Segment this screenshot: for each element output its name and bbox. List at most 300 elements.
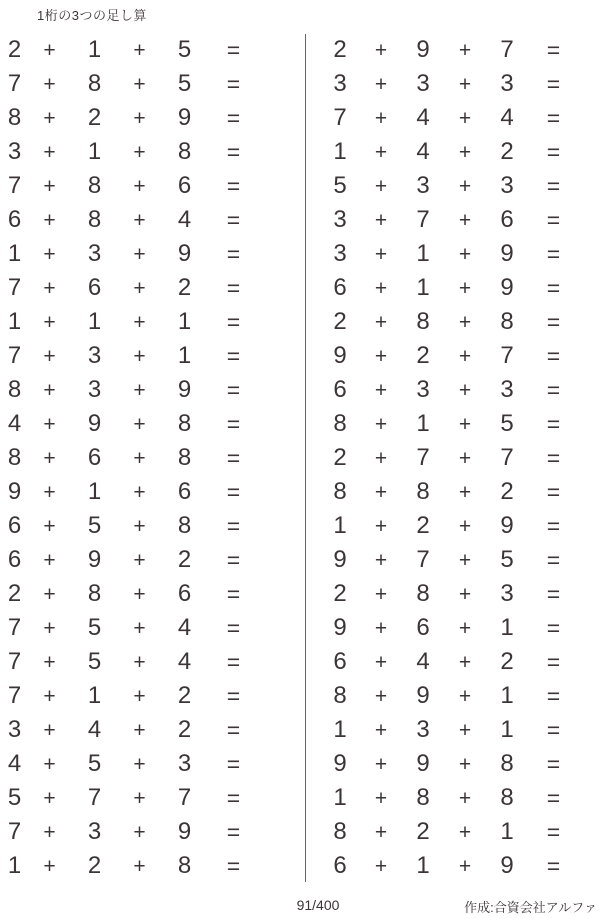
problem-row — [320, 203, 596, 237]
plus-operator: + — [458, 718, 472, 742]
operand-1: 5 — [333, 172, 347, 199]
operand-3: 5 — [500, 546, 514, 573]
problem-row — [320, 645, 596, 679]
plus-operator: + — [374, 106, 388, 130]
equals-sign: = — [546, 206, 560, 233]
plus-operator: + — [43, 310, 56, 334]
operand-3: 8 — [177, 852, 192, 879]
plus-operator: + — [458, 820, 472, 844]
operand-3: 6 — [177, 478, 192, 505]
plus-operator: + — [374, 616, 388, 640]
plus-operator: + — [458, 378, 472, 402]
plus-operator: + — [374, 140, 388, 164]
equals-sign: = — [546, 546, 560, 573]
problem-row — [320, 441, 596, 475]
plus-operator: + — [43, 582, 56, 606]
equals-sign: = — [546, 70, 560, 97]
problem-row — [320, 101, 596, 135]
plus-operator: + — [374, 378, 388, 402]
equals-sign: = — [226, 104, 240, 131]
plus-operator: + — [133, 344, 146, 368]
plus-operator: + — [133, 140, 146, 164]
plus-operator: + — [133, 480, 146, 504]
operand-3: 3 — [500, 376, 514, 403]
operand-2: 9 — [416, 682, 430, 709]
operand-2: 8 — [416, 580, 430, 607]
problem-row — [2, 679, 298, 713]
plus-operator: + — [133, 548, 146, 572]
equals-sign: = — [226, 274, 240, 301]
operand-2: 7 — [416, 546, 430, 573]
operand-3: 9 — [500, 512, 514, 539]
operand-1: 1 — [333, 512, 347, 539]
plus-operator: + — [374, 446, 388, 470]
operand-2: 3 — [416, 172, 430, 199]
plus-operator: + — [458, 446, 472, 470]
problem-row — [320, 815, 596, 849]
operand-3: 6 — [177, 172, 192, 199]
plus-operator: + — [133, 412, 146, 436]
plus-operator: + — [374, 820, 388, 844]
plus-operator: + — [374, 752, 388, 776]
equals-sign: = — [226, 614, 240, 641]
operand-3: 7 — [500, 342, 514, 369]
operand-1: 1 — [7, 308, 22, 335]
equals-sign: = — [546, 784, 560, 811]
equals-sign: = — [546, 614, 560, 641]
problem-row — [320, 713, 596, 747]
operand-1: 8 — [333, 682, 347, 709]
operand-1: 8 — [7, 104, 22, 131]
problem-row — [2, 509, 298, 543]
plus-operator: + — [133, 446, 146, 470]
operand-3: 8 — [500, 784, 514, 811]
plus-operator: + — [374, 684, 388, 708]
plus-operator: + — [374, 480, 388, 504]
operand-3: 9 — [177, 104, 192, 131]
operand-1: 4 — [7, 410, 22, 437]
plus-operator: + — [374, 72, 388, 96]
operand-2: 5 — [87, 750, 102, 777]
problem-row — [2, 33, 298, 67]
problem-row — [2, 747, 298, 781]
plus-operator: + — [133, 72, 146, 96]
operand-2: 3 — [416, 70, 430, 97]
equals-sign: = — [546, 716, 560, 743]
equals-sign: = — [546, 376, 560, 403]
plus-operator: + — [374, 514, 388, 538]
operand-2: 8 — [416, 784, 430, 811]
operand-2: 9 — [87, 546, 102, 573]
plus-operator: + — [43, 616, 56, 640]
operand-3: 2 — [177, 546, 192, 573]
problem-row — [320, 169, 596, 203]
problem-row — [320, 339, 596, 373]
operand-2: 9 — [416, 36, 430, 63]
operand-2: 7 — [416, 444, 430, 471]
problem-row — [320, 679, 596, 713]
plus-operator: + — [133, 38, 146, 62]
operand-1: 7 — [7, 614, 22, 641]
operand-3: 9 — [500, 852, 514, 879]
plus-operator: + — [43, 344, 56, 368]
plus-operator: + — [43, 650, 56, 674]
problem-row — [320, 373, 596, 407]
operand-3: 2 — [177, 274, 192, 301]
plus-operator: + — [458, 684, 472, 708]
plus-operator: + — [458, 72, 472, 96]
plus-operator: + — [458, 786, 472, 810]
plus-operator: + — [133, 514, 146, 538]
operand-1: 2 — [333, 308, 347, 335]
worksheet-title: 1桁の3つの足し算 — [37, 8, 147, 23]
plus-operator: + — [133, 820, 146, 844]
plus-operator: + — [458, 514, 472, 538]
operand-1: 1 — [7, 240, 22, 267]
operand-2: 3 — [87, 342, 102, 369]
plus-operator: + — [133, 616, 146, 640]
problem-row — [320, 237, 596, 271]
plus-operator: + — [43, 208, 56, 232]
equals-sign: = — [546, 580, 560, 607]
plus-operator: + — [43, 242, 56, 266]
problem-row — [2, 577, 298, 611]
equals-sign: = — [226, 240, 240, 267]
problem-row — [2, 713, 298, 747]
problem-row — [320, 611, 596, 645]
operand-2: 4 — [416, 104, 430, 131]
equals-sign: = — [226, 546, 240, 573]
equals-sign: = — [546, 308, 560, 335]
plus-operator: + — [43, 820, 56, 844]
plus-operator: + — [458, 276, 472, 300]
operand-2: 6 — [416, 614, 430, 641]
operand-1: 8 — [7, 376, 22, 403]
plus-operator: + — [374, 786, 388, 810]
equals-sign: = — [546, 818, 560, 845]
operand-1: 7 — [7, 342, 22, 369]
plus-operator: + — [374, 854, 388, 878]
equals-sign: = — [546, 648, 560, 675]
problem-row — [320, 135, 596, 169]
operand-2: 4 — [416, 138, 430, 165]
operand-3: 8 — [500, 308, 514, 335]
operand-2: 4 — [416, 648, 430, 675]
operand-2: 1 — [416, 274, 430, 301]
plus-operator: + — [43, 276, 56, 300]
plus-operator: + — [374, 548, 388, 572]
operand-1: 3 — [333, 240, 347, 267]
operand-3: 9 — [177, 240, 192, 267]
equals-sign: = — [226, 172, 240, 199]
plus-operator: + — [458, 38, 472, 62]
problem-row — [2, 611, 298, 645]
operand-1: 9 — [333, 546, 347, 573]
problem-row — [2, 645, 298, 679]
operand-3: 3 — [500, 580, 514, 607]
operand-2: 9 — [416, 750, 430, 777]
operand-3: 2 — [500, 138, 514, 165]
operand-1: 8 — [333, 478, 347, 505]
equals-sign: = — [546, 36, 560, 63]
plus-operator: + — [374, 174, 388, 198]
equals-sign: = — [546, 342, 560, 369]
operand-2: 9 — [87, 410, 102, 437]
equals-sign: = — [546, 172, 560, 199]
problem-row — [2, 407, 298, 441]
plus-operator: + — [43, 480, 56, 504]
operand-3: 4 — [177, 206, 192, 233]
equals-sign: = — [226, 376, 240, 403]
operand-2: 6 — [87, 444, 102, 471]
plus-operator: + — [458, 140, 472, 164]
operand-3: 9 — [177, 818, 192, 845]
operand-2: 1 — [87, 138, 102, 165]
operand-3: 2 — [500, 478, 514, 505]
operand-2: 1 — [416, 240, 430, 267]
problem-row — [2, 815, 298, 849]
operand-2: 1 — [87, 308, 102, 335]
operand-2: 7 — [87, 784, 102, 811]
operand-3: 1 — [500, 614, 514, 641]
operand-2: 5 — [87, 512, 102, 539]
equals-sign: = — [546, 104, 560, 131]
operand-2: 1 — [416, 410, 430, 437]
operand-1: 2 — [333, 36, 347, 63]
plus-operator: + — [458, 752, 472, 776]
operand-2: 3 — [416, 716, 430, 743]
plus-operator: + — [43, 106, 56, 130]
operand-3: 6 — [500, 206, 514, 233]
operand-1: 7 — [7, 172, 22, 199]
equals-sign: = — [226, 784, 240, 811]
operand-3: 9 — [177, 376, 192, 403]
plus-operator: + — [458, 310, 472, 334]
plus-operator: + — [458, 412, 472, 436]
operand-1: 5 — [7, 784, 22, 811]
problem-row — [2, 441, 298, 475]
plus-operator: + — [43, 72, 56, 96]
operand-3: 1 — [500, 818, 514, 845]
operand-3: 2 — [177, 716, 192, 743]
plus-operator: + — [133, 752, 146, 776]
operand-1: 1 — [333, 716, 347, 743]
plus-operator: + — [43, 548, 56, 572]
equals-sign: = — [546, 512, 560, 539]
operand-1: 3 — [7, 138, 22, 165]
plus-operator: + — [374, 310, 388, 334]
operand-1: 1 — [333, 138, 347, 165]
column-divider — [305, 34, 306, 882]
problem-row — [2, 237, 298, 271]
operand-1: 2 — [333, 580, 347, 607]
operand-2: 2 — [87, 104, 102, 131]
operand-1: 7 — [7, 682, 22, 709]
plus-operator: + — [374, 412, 388, 436]
operand-1: 3 — [7, 716, 22, 743]
plus-operator: + — [133, 242, 146, 266]
operand-3: 5 — [177, 36, 192, 63]
operand-3: 7 — [500, 36, 514, 63]
equals-sign: = — [546, 240, 560, 267]
operand-2: 1 — [87, 478, 102, 505]
operand-2: 7 — [416, 206, 430, 233]
problem-row — [2, 781, 298, 815]
problem-row — [2, 271, 298, 305]
operand-1: 9 — [333, 342, 347, 369]
equals-sign: = — [546, 478, 560, 505]
plus-operator: + — [133, 174, 146, 198]
credit-text: 作成:合資会社アルファ — [464, 900, 597, 915]
operand-2: 1 — [416, 852, 430, 879]
plus-operator: + — [133, 718, 146, 742]
plus-operator: + — [374, 718, 388, 742]
problems-column-left — [2, 33, 298, 883]
operand-2: 1 — [87, 36, 102, 63]
operand-3: 8 — [177, 138, 192, 165]
operand-3: 5 — [500, 410, 514, 437]
equals-sign: = — [546, 138, 560, 165]
problem-row — [320, 271, 596, 305]
operand-3: 4 — [500, 104, 514, 131]
operand-3: 3 — [500, 70, 514, 97]
plus-operator: + — [43, 752, 56, 776]
operand-2: 2 — [416, 818, 430, 845]
plus-operator: + — [458, 242, 472, 266]
plus-operator: + — [133, 276, 146, 300]
equals-sign: = — [226, 70, 240, 97]
plus-operator: + — [43, 446, 56, 470]
operand-2: 4 — [87, 716, 102, 743]
plus-operator: + — [374, 582, 388, 606]
problem-row — [2, 67, 298, 101]
operand-3: 1 — [500, 716, 514, 743]
problems-column-right — [320, 33, 596, 883]
problem-row — [320, 781, 596, 815]
operand-3: 8 — [177, 512, 192, 539]
operand-2: 3 — [416, 376, 430, 403]
operand-1: 1 — [333, 784, 347, 811]
plus-operator: + — [374, 242, 388, 266]
problem-row — [2, 169, 298, 203]
operand-1: 2 — [7, 36, 22, 63]
operand-2: 1 — [87, 682, 102, 709]
operand-3: 1 — [500, 682, 514, 709]
operand-2: 5 — [87, 648, 102, 675]
equals-sign: = — [226, 716, 240, 743]
plus-operator: + — [458, 582, 472, 606]
problem-row — [320, 577, 596, 611]
operand-2: 8 — [87, 172, 102, 199]
plus-operator: + — [43, 174, 56, 198]
operand-3: 8 — [500, 750, 514, 777]
plus-operator: + — [374, 276, 388, 300]
operand-1: 6 — [7, 546, 22, 573]
operand-1: 4 — [7, 750, 22, 777]
operand-3: 4 — [177, 648, 192, 675]
operand-1: 9 — [333, 614, 347, 641]
operand-3: 3 — [500, 172, 514, 199]
problem-row — [320, 33, 596, 67]
operand-1: 7 — [7, 818, 22, 845]
plus-operator: + — [458, 548, 472, 572]
operand-2: 8 — [87, 70, 102, 97]
plus-operator: + — [458, 616, 472, 640]
plus-operator: + — [133, 378, 146, 402]
operand-3: 8 — [177, 444, 192, 471]
operand-1: 2 — [333, 444, 347, 471]
equals-sign: = — [226, 580, 240, 607]
operand-2: 5 — [87, 614, 102, 641]
problem-row — [320, 509, 596, 543]
plus-operator: + — [133, 208, 146, 232]
operand-3: 5 — [177, 70, 192, 97]
operand-3: 8 — [177, 410, 192, 437]
problem-row — [320, 543, 596, 577]
equals-sign: = — [226, 342, 240, 369]
operand-2: 8 — [416, 478, 430, 505]
plus-operator: + — [458, 854, 472, 878]
equals-sign: = — [546, 852, 560, 879]
operand-3: 3 — [177, 750, 192, 777]
operand-1: 7 — [7, 648, 22, 675]
operand-2: 2 — [416, 342, 430, 369]
operand-3: 9 — [500, 274, 514, 301]
equals-sign: = — [546, 682, 560, 709]
equals-sign: = — [226, 682, 240, 709]
problem-row — [320, 849, 596, 883]
operand-2: 8 — [87, 580, 102, 607]
problem-row — [2, 203, 298, 237]
equals-sign: = — [226, 138, 240, 165]
plus-operator: + — [133, 684, 146, 708]
plus-operator: + — [458, 650, 472, 674]
operand-2: 3 — [87, 818, 102, 845]
equals-sign: = — [226, 478, 240, 505]
operand-2: 8 — [87, 206, 102, 233]
plus-operator: + — [458, 208, 472, 232]
plus-operator: + — [458, 480, 472, 504]
operand-1: 7 — [7, 70, 22, 97]
operand-1: 6 — [7, 206, 22, 233]
plus-operator: + — [43, 38, 56, 62]
operand-1: 6 — [7, 512, 22, 539]
operand-1: 1 — [7, 852, 22, 879]
plus-operator: + — [133, 582, 146, 606]
operand-1: 6 — [333, 274, 347, 301]
problem-row — [320, 67, 596, 101]
plus-operator: + — [374, 650, 388, 674]
operand-1: 7 — [333, 104, 347, 131]
plus-operator: + — [43, 718, 56, 742]
problem-row — [320, 747, 596, 781]
operand-3: 2 — [177, 682, 192, 709]
operand-1: 3 — [333, 206, 347, 233]
problem-row — [2, 101, 298, 135]
problem-row — [2, 543, 298, 577]
problem-row — [2, 373, 298, 407]
equals-sign: = — [226, 206, 240, 233]
equals-sign: = — [226, 750, 240, 777]
equals-sign: = — [226, 410, 240, 437]
plus-operator: + — [43, 684, 56, 708]
plus-operator: + — [374, 38, 388, 62]
operand-3: 7 — [177, 784, 192, 811]
equals-sign: = — [226, 852, 240, 879]
page-number: 91/400 — [296, 897, 340, 913]
equals-sign: = — [546, 410, 560, 437]
plus-operator: + — [133, 650, 146, 674]
